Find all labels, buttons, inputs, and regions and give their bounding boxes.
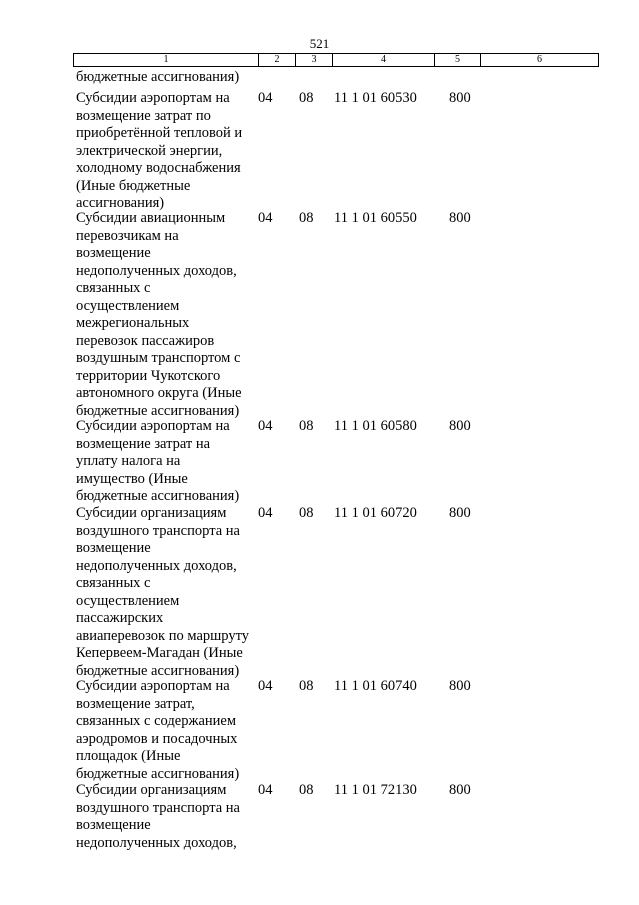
row-section: 04 <box>258 90 273 106</box>
row-name: Субсидии организациям воздушного транспорта на возмещение недополученных доходов, связанных с осуществлением пассажирских авиаперевозок по маршруту Кепервеем-Магадан (Иные бюджетные ассигнования) <box>76 505 249 679</box>
row-expense-type: 800 <box>449 782 471 798</box>
row-subsection: 08 <box>299 90 314 106</box>
row-section: 04 <box>258 418 273 434</box>
column-number: 3 <box>296 54 333 67</box>
row-subsection: 08 <box>299 418 314 434</box>
row-section: 04 <box>258 678 273 694</box>
row-expense-type: 800 <box>449 210 471 226</box>
row-target-code: 11 1 01 60740 <box>334 678 417 694</box>
row-expense-type: 800 <box>449 678 471 694</box>
row-expense-type: 800 <box>449 505 471 521</box>
row-target-code: 11 1 01 60530 <box>334 90 417 106</box>
column-number: 4 <box>333 54 435 67</box>
row-section: 04 <box>258 505 273 521</box>
column-number: 5 <box>435 54 481 67</box>
row-name: Субсидии аэропортам на возмещение затрат на уплату налога на имущество (Иные бюджетные ассигнования) <box>76 418 240 504</box>
row-name: Субсидии организациям воздушного транспорта на возмещение недополученных доходов, <box>76 782 240 851</box>
row-subsection: 08 <box>299 505 314 521</box>
column-number: 6 <box>481 54 599 67</box>
row-expense-type: 800 <box>449 90 471 106</box>
row-expense-type: 800 <box>449 418 471 434</box>
row-name: Субсидии аэропортам на возмещение затрат, связанных с содержанием аэродромов и посадочных площадок (Иные бюджетные ассигнования) <box>76 678 240 782</box>
column-number-row <box>74 54 599 67</box>
row-name: Субсидии авиационным перевозчикам на возмещение недополученных доходов, связанных с осуществлением межрегиональных перевозок пассажиров воздушным транспортом с территории Чукотского автономного округа (Иные бюджетные ассигнования) <box>76 210 242 419</box>
row-subsection: 08 <box>299 782 314 798</box>
row-name: Субсидии аэропортам на возмещение затрат по приобретённой тепловой и электрической энергии, холодному водоснабжения (Иные бюджетные ассигнования) <box>76 90 243 211</box>
row-section: 04 <box>258 782 273 798</box>
row-subsection: 08 <box>299 678 314 694</box>
row-target-code: 11 1 01 60580 <box>334 418 417 434</box>
page-number: 521 <box>309 36 330 51</box>
column-number: 2 <box>259 54 296 67</box>
continued-line: бюджетные ассигнования) <box>76 69 240 85</box>
row-target-code: 11 1 01 60720 <box>334 505 417 521</box>
column-number: 1 <box>74 54 259 67</box>
row-target-code: 11 1 01 72130 <box>334 782 417 798</box>
row-subsection: 08 <box>299 210 314 226</box>
row-target-code: 11 1 01 60550 <box>334 210 417 226</box>
row-section: 04 <box>258 210 273 226</box>
table-header <box>73 53 599 67</box>
